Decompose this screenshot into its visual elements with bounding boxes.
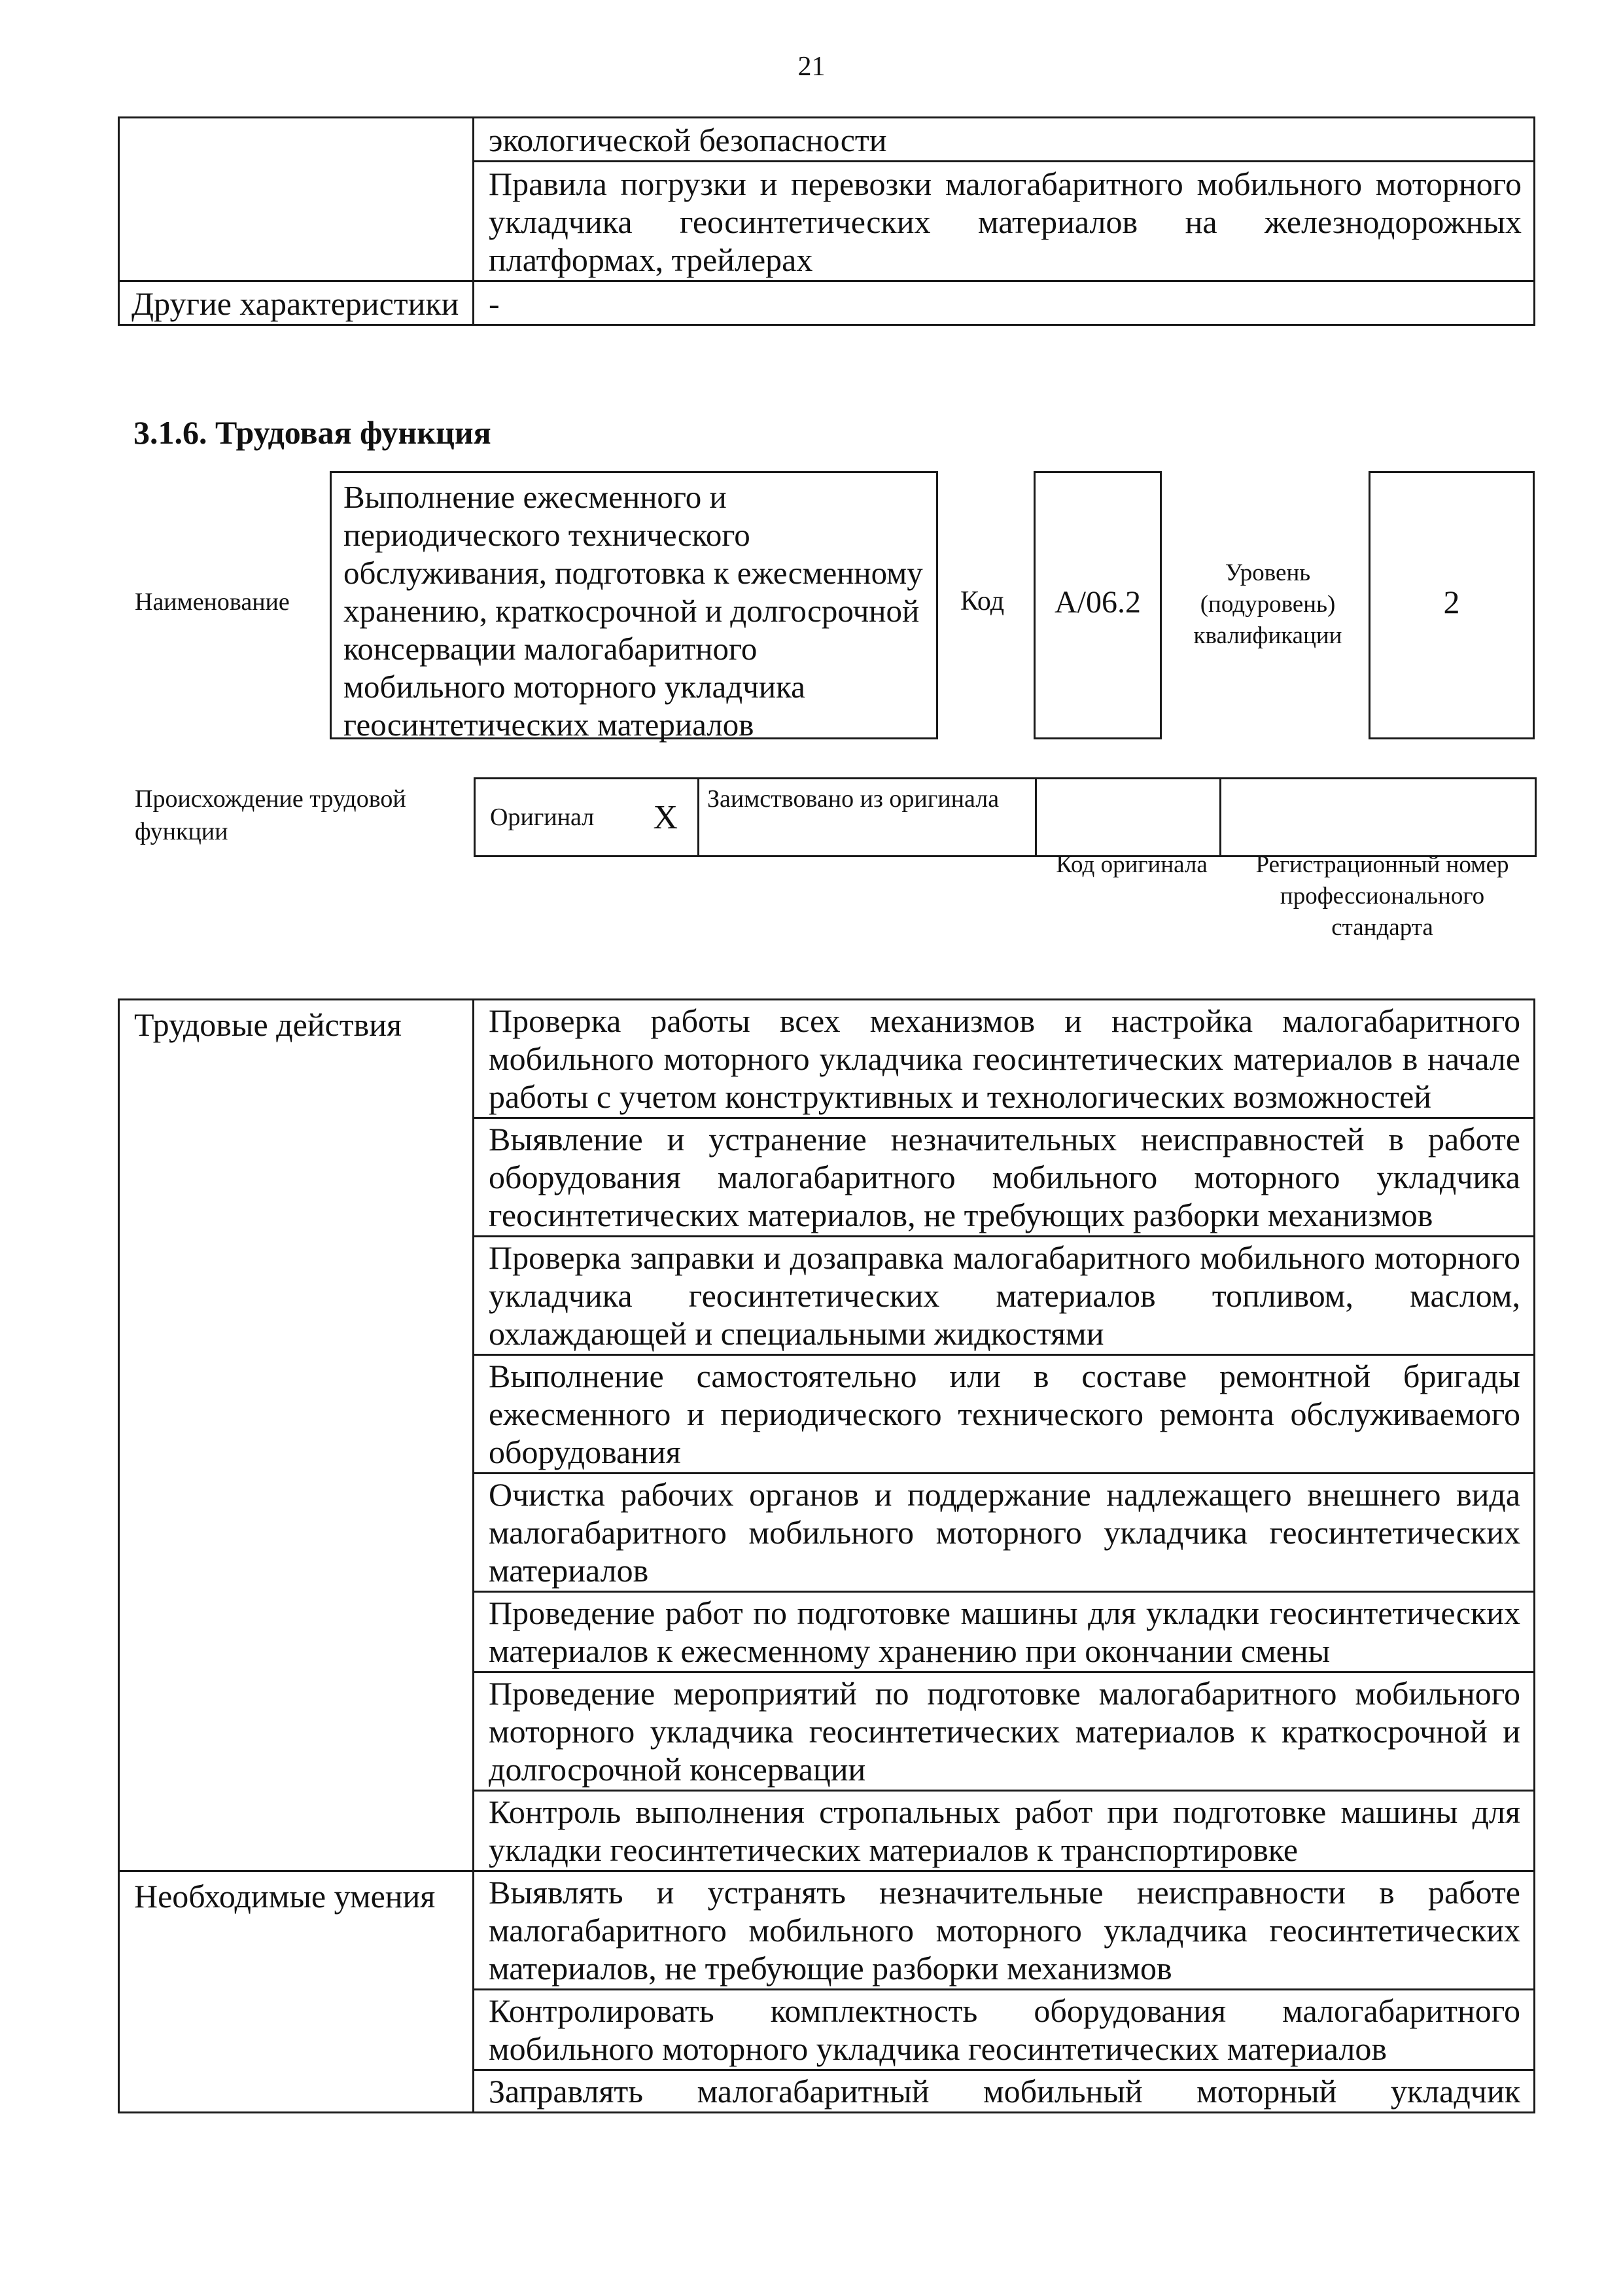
table-row	[119, 1672, 1535, 1791]
function-name-box: Выполнение ежесменного и периодического технического обслуживания, подготовка к ежесменному хранению, краткосрочной и долгосрочной консервации малогабаритного мобильного моторного укладчика геосинтетических материалов	[330, 471, 938, 739]
required-skill-item: Выявлять и устранять незначительные неисправности в работе малогабаритного мобильного моторного укладчика геосинтетических материалов, не требующие разборки механизмов	[474, 1871, 1535, 1990]
page-number: 21	[797, 52, 826, 82]
labor-action-item: Проведение мероприятий по подготовке малогабаритного мобильного моторного укладчика геосинтетических материалов к краткосрочной и долгосрочной консервации	[474, 1672, 1535, 1791]
registration-number-caption: Регистрационный номер профессионального стандарта	[1255, 851, 1509, 941]
labor-action-item: Контроль выполнения стропальных работ при подготовке машины для укладки геосинтетических материалов к транспортировке	[474, 1791, 1535, 1871]
requirements-table-continued	[118, 116, 1535, 326]
table-row	[119, 2070, 1535, 2113]
section-title: 3.1.6. Трудовая функция	[133, 414, 491, 451]
labor-function-table	[118, 998, 1535, 2113]
code-value: А/06.2	[1055, 585, 1141, 620]
required-skill-item: Контролировать комплектность оборудования малогабаритного мобильного моторного укладчика геосинтетических материалов	[474, 1990, 1535, 2070]
borrowed-label: Заимствовано из оригинала	[699, 779, 1036, 857]
labor-action-item: Выполнение самостоятельно или в составе ремонтной бригады ежесменного и периодического технического ремонта обслуживаемого оборудования	[474, 1355, 1535, 1474]
name-label: Наименование	[135, 588, 290, 616]
table-row	[119, 118, 1535, 162]
original-mark: X	[653, 798, 678, 836]
registration-number-cell	[1221, 779, 1536, 857]
table-cell-text: экологической безопасности	[474, 118, 1535, 162]
qualification-level-value: 2	[1443, 584, 1460, 620]
origin-label: Происхождение трудовой функции	[135, 785, 406, 845]
original-code-caption: Код оригинала	[1056, 851, 1208, 878]
labor-action-item: Выявление и устранение незначительных неисправностей в работе оборудования малогабаритного мобильного моторного укладчика геосинтетических материалов, не требующих разборки механизмов	[474, 1118, 1535, 1237]
table-row	[119, 1355, 1535, 1474]
qualification-level-label: Уровень (подуровень) квалификации	[1193, 559, 1342, 649]
original-label: Оригинал	[490, 804, 595, 831]
labor-action-item: Проведение работ по подготовке машины для укладки геосинтетических материалов к ежесменному хранению при окончании смены	[474, 1592, 1535, 1672]
code-label: Код	[960, 586, 1005, 616]
table-row	[119, 281, 1535, 325]
table-row	[119, 1474, 1535, 1592]
table-row	[119, 1592, 1535, 1672]
qualification-level-box	[1369, 471, 1535, 739]
code-box	[1034, 471, 1162, 739]
table-row	[119, 1791, 1535, 1871]
table-row	[475, 779, 1536, 857]
original-code-cell	[1036, 779, 1221, 857]
required-skill-item: Заправлять малогабаритный мобильный моторный укладчик	[474, 2070, 1535, 2113]
labor-actions-label: Трудовые действия	[119, 1000, 474, 1118]
original-cell	[475, 779, 699, 857]
table-row	[119, 1990, 1535, 2070]
empty-label-cell	[119, 118, 474, 281]
table-row	[119, 1871, 1535, 1990]
labor-action-item: Очистка рабочих органов и поддержание надлежащего внешнего вида малогабаритного мобильного моторного укладчика геосинтетических материалов	[474, 1474, 1535, 1592]
table-row	[119, 1118, 1535, 1237]
other-characteristics-value: -	[474, 281, 1535, 325]
table-row	[119, 1000, 1535, 1118]
table-row	[119, 1237, 1535, 1355]
table-cell-text: Правила погрузки и перевозки малогабаритного мобильного моторного укладчика геосинтетических материалов на железнодорожных платформах, трейлерах	[474, 162, 1535, 281]
origin-table	[474, 777, 1537, 857]
other-characteristics-label: Другие характеристики	[119, 281, 474, 325]
labor-action-item: Проверка работы всех механизмов и настройка малогабаритного мобильного моторного укладчика геосинтетических материалов в начале работы с учетом конструктивных и технологических возможностей	[474, 1000, 1535, 1118]
required-skills-label: Необходимые умения	[119, 1871, 474, 1990]
labor-action-item: Проверка заправки и дозаправка малогабаритного мобильного моторного укладчика геосинтетических материалов топливом, маслом, охлаждающей и специальными жидкостями	[474, 1237, 1535, 1355]
